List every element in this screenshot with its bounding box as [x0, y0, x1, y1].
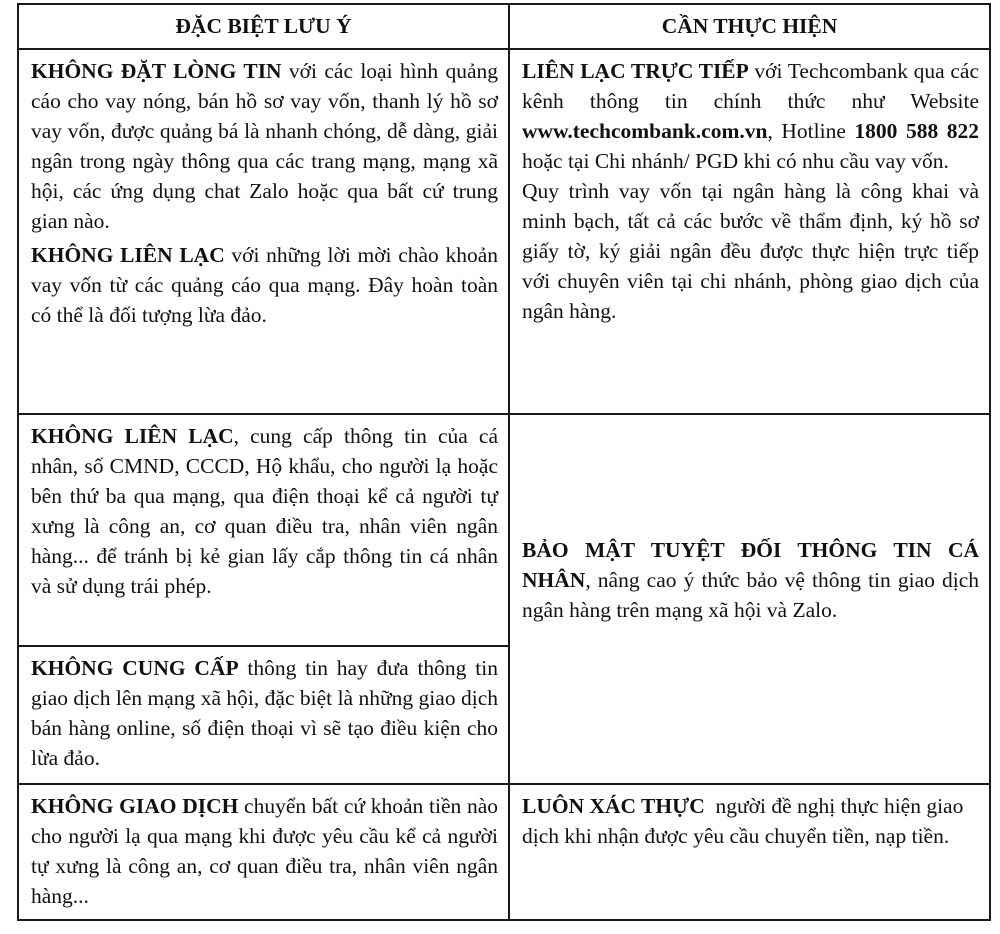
cell-dont-transfer [18, 784, 509, 920]
paragraph-protect-info [522, 535, 979, 625]
paragraph-text: Quy trình vay vốn tại ngân hàng là công khai và minh bạch, tất cả các bước về thẩm định, ký hồ sơ giấy tờ, ký giải ngân đều được thực hiện trực tiếp với chuyên viên tại chi nhánh, phòng giao dịch của ngân hàng. [522, 179, 979, 323]
table-row [18, 784, 990, 920]
paragraph-dont-share-info [31, 421, 498, 601]
cell-dont-trust [18, 49, 509, 414]
header-row [18, 4, 990, 49]
website-link[interactable]: www.techcombank.com.vn [522, 119, 768, 143]
warning-table-container [17, 3, 989, 921]
bold-lead: KHÔNG ĐẶT LÒNG TIN [31, 59, 282, 83]
paragraph-text: hoặc tại Chi nhánh/ PGD khi có nhu cầu vay vốn. [522, 149, 949, 173]
paragraph-text: chuyển bất cứ khoản tiền nào cho người lạ qua mạng khi được yêu cầu kể cả người tự xưng là công an, cơ quan điều tra, nhân viên ngân hàng... [31, 794, 499, 908]
paragraph-text: người đề nghị thực hiện giao dịch khi nhận được yêu cầu chuyển tiền, nạp tiền. [522, 794, 969, 848]
table-row [18, 49, 990, 414]
paragraph-text: , Hotline [767, 119, 855, 143]
paragraph-text: với Techcombank qua các kênh thông tin chính thức như Website [522, 59, 979, 113]
paragraph-dont-transfer [31, 791, 498, 911]
hotline-number: 1800 588 822 [854, 119, 979, 143]
paragraph-dont-provide [31, 653, 498, 773]
cell-contact-directly [509, 49, 990, 414]
bold-lead: KHÔNG CUNG CẤP [31, 656, 239, 680]
paragraph-text: , nâng cao ý thức bảo vệ thông tin giao dịch ngân hàng trên mạng xã hội và Zalo. [522, 568, 979, 622]
table-row [18, 414, 990, 646]
cell-protect-info [509, 414, 990, 784]
paragraph-text: với các loại hình quảng cáo cho vay nóng, bán hồ sơ vay vốn, thanh lý hồ sơ vay vốn, được quảng bá là nhanh chóng, dễ dàng, giải ngân trong ngày thông qua các trang mạng, mạng xã hội, các ứng dụng chat Zalo hoặc qua bất cứ trung gian nào. [31, 59, 498, 233]
paragraph-dont-contact [31, 240, 498, 330]
paragraph-dont-trust [31, 56, 498, 236]
header-need-to-do: CẦN THỰC HIỆN [509, 4, 990, 49]
bold-lead: KHÔNG GIAO DỊCH [31, 794, 239, 818]
bold-lead: KHÔNG LIÊN LẠC [31, 424, 234, 448]
cell-dont-share-info [18, 414, 509, 646]
bold-lead: LUÔN XÁC THỰC [522, 794, 705, 818]
paragraph-loan-process [522, 176, 979, 326]
warning-table [17, 3, 991, 921]
cell-dont-provide [18, 646, 509, 784]
bold-lead: KHÔNG LIÊN LẠC [31, 243, 225, 267]
paragraph-text: , cung cấp thông tin của cá nhân, số CMND, CCCD, Hộ khẩu, cho người lạ hoặc bên thứ ba qua mạng, qua điện thoại kể cả người tự xưng là công an, cơ quan điều tra, nhân viên ngân hàng... để tránh bị kẻ gian lấy cắp thông tin cá nhân và sử dụng trái phép. [31, 424, 498, 598]
paragraph-text: với những lời mời chào khoản vay vốn từ các quảng cáo qua mạng. Đây hoàn toàn có thể là đối tượng lừa đảo. [31, 243, 498, 327]
header-special-notes: ĐẶC BIỆT LƯU Ý [18, 4, 509, 49]
cell-always-verify [509, 784, 990, 920]
paragraph-always-verify [522, 791, 979, 851]
paragraph-text: thông tin hay đưa thông tin giao dịch lên mạng xã hội, đặc biệt là những giao dịch bán hàng online, số điện thoại vì sẽ tạo điều kiện cho lừa đảo. [31, 656, 498, 770]
paragraph-contact-directly [522, 56, 979, 176]
bold-lead: BẢO MẬT TUYỆT ĐỐI THÔNG TIN CÁ NHÂN [522, 538, 979, 592]
bold-lead: LIÊN LẠC TRỰC TIẾP [522, 59, 749, 83]
